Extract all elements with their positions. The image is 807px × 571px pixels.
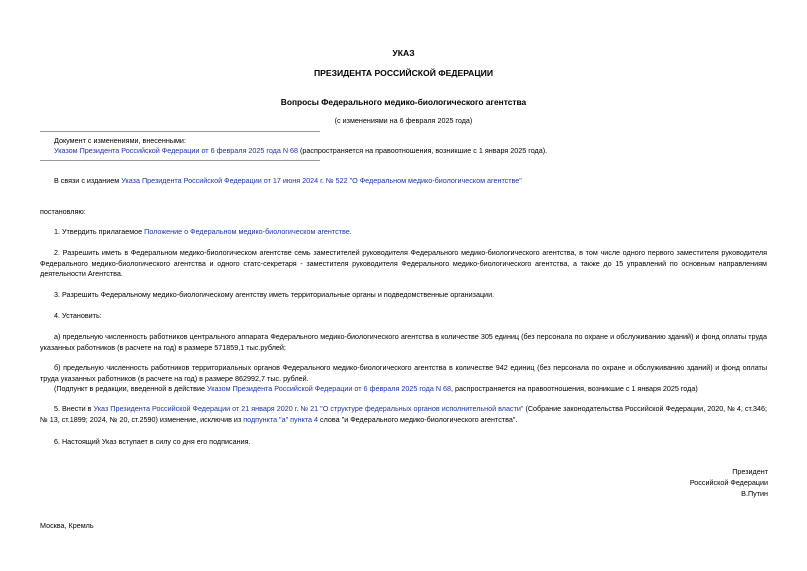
- amending-decree-link[interactable]: Указом Президента Российской Федерации от 6 февраля 2025 года N 68: [54, 146, 299, 155]
- signing-place: Москва, Кремль: [40, 521, 94, 530]
- regulation-link[interactable]: Положение о Федеральном медико-биологическом агентстве: [144, 227, 350, 236]
- paragraph-2: 2. Разрешить иметь в Федеральном медико-биологическом агентстве семь заместителей руководителя Федерального медико-биологического агентства, в том числе одного первого заместителя руководителя Федерального медико-биологического агентства и одного статс-секретаря - заместителя руководителя Федерального медико-биологического агентства, а также до 15 управлений по основным направлениям деятельности Агентства.: [40, 248, 767, 278]
- amending-decree-link-2[interactable]: Указом Президента Российской Федерации от 6 февраля 2025 года N 68: [206, 384, 452, 393]
- paragraph-4b: б) предельную численность работников территориальных органов Федерального медико-биологического агентства в количестве 942 единиц (без персонала по охране и обслуживанию зданий) и фонд оплаты труда указанных работников (в расчете на год) в размере 862992,7 тыс. рублей.: [40, 363, 767, 383]
- p4b-note-suffix: , распространяется на правоотношения, возникшие с 1 января 2025 года): [451, 384, 698, 393]
- changes-line: [54, 146, 547, 155]
- p4b-note-prefix: (Подпункт в редакции, введенной в действие: [54, 384, 207, 393]
- p5-mid: (Собрание законодательства Российской Федерации, 2020, № 4, ст.346; № 13, ст.1899; 2024, № 20, ст.2590) изменение, исключив из: [40, 404, 768, 424]
- doc-type-title: УКАЗ: [392, 48, 415, 58]
- p1-prefix: 1. Утвердить прилагаемое: [54, 227, 145, 236]
- paragraph-1: [54, 227, 352, 236]
- paragraph-4a: а) предельную численность работников центрального аппарата Федерального медико-биологического агентства в количестве 305 единиц (без персонала по охране и обслуживанию зданий) и фонд оплаты труда указанных работников (в расчете на год) в размере 571859,1 тыс.рублей;: [40, 332, 767, 352]
- p5-suffix: слова "и Федерального медико-биологического агентства".: [318, 414, 518, 424]
- paragraph-5: [40, 404, 767, 425]
- bottom-divider: [40, 160, 320, 161]
- signature-line-1: Президент: [732, 467, 768, 476]
- top-divider: [40, 131, 320, 132]
- preamble-prefix: В связи с изданием: [54, 176, 122, 185]
- signature-block: [690, 466, 768, 499]
- paragraph-3: 3. Разрешить Федеральному медико-биологическому агентству иметь территориальные органы и подведомственные организации.: [54, 290, 495, 299]
- doc-name: Вопросы Федерального медико-биологического агентства: [280, 97, 527, 107]
- preamble: [54, 176, 522, 185]
- p1-suffix: .: [349, 227, 352, 236]
- changes-label: Документ с изменениями, внесенными:: [54, 136, 186, 145]
- decree-522-link[interactable]: Указа Президента Российской Федерации от 17 июня 2024 г. № 522 "О Федеральном медико-биологическом агентстве": [121, 176, 522, 185]
- paragraph-6: 6. Настоящий Указ вступает в силу со дня его подписания.: [54, 437, 251, 446]
- doc-issuer-title: ПРЕЗИДЕНТА РОССИЙСКОЙ ФЕДЕРАЦИИ: [313, 68, 494, 78]
- decree-21-link[interactable]: Указ Президента Российской Федерации от 21 января 2020 г. № 21 "О структуре федеральных органов исполнительной власти": [93, 404, 524, 413]
- subpoint-link[interactable]: подпункта "а" пункта 4: [243, 414, 319, 424]
- p5-prefix: 5. Внести в: [54, 404, 94, 413]
- paragraph-4: 4. Установить:: [54, 311, 102, 320]
- changes-suffix: (распространяется на правоотношения, возникшие с 1 января 2025 года).: [298, 146, 548, 155]
- signature-line-2: Российской Федерации: [689, 478, 768, 487]
- signature-line-3: В.Путин: [741, 489, 768, 498]
- amendment-note: (с изменениями на 6 февраля 2025 года): [334, 116, 473, 125]
- paragraph-4b-note: [54, 384, 698, 393]
- decree-word: постановляю:: [40, 207, 86, 216]
